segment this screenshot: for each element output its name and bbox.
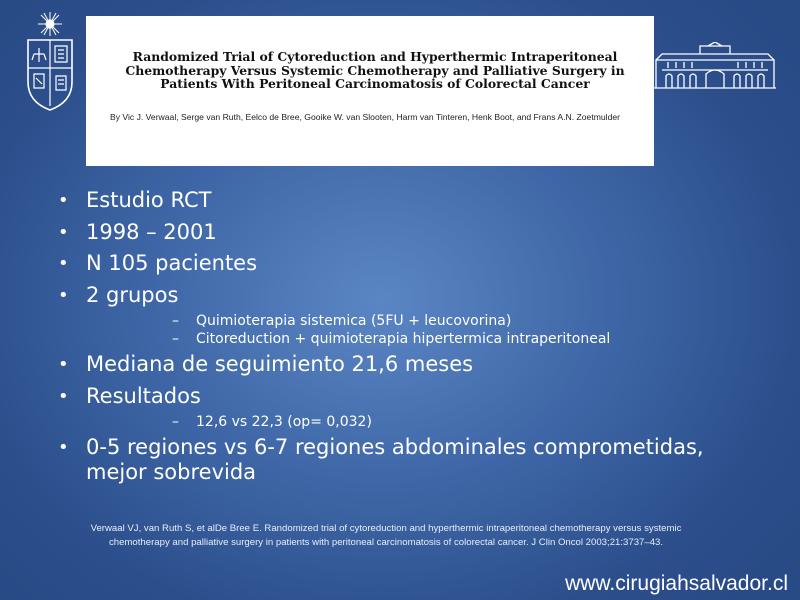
bullet-dot-icon: • [58,253,69,274]
bullet-item [56,384,756,409]
bullet-dot-icon: • [58,284,69,306]
citation-reference: Verwaal VJ, van Ruth S, et alDe Bree E. Randomized trial of cytoreduction and hyperthermic intraperitoneal chemotherapy versus systemic chemotherapy and palliative surgery in patients with peritoneal carcinomatosis of colorectal cancer. J Clin Oncol 2003;21:3737–43. [90,523,682,548]
university-crest-icon [22,10,78,114]
paper-header-image [86,16,654,166]
bullet-item [56,352,756,377]
sub-bullet-text: Citoreduction + quimioterapia hipertermica intraperitoneal [196,331,611,347]
hospital-building-icon [652,42,778,90]
bullet-item [56,435,756,485]
bullet-text: N 105 pacientes [86,251,258,275]
bullet-dot-icon: • [58,437,69,458]
website-url: www.cirugiahsalvador.cl [565,572,788,595]
bullet-dot-icon: • [58,190,69,211]
dash-icon: – [172,414,179,430]
sub-bullet-item [56,312,756,330]
paper-title: Randomized Trial of Cytoreduction and Hyperthermic Intraperitoneal Chemotherapy Versus Systemic Chemotherapy and Palliative Surgery in Patients With Peritoneal Carcinomatosis of Colorectal Cancer [125,49,625,91]
bullet-dot-icon: • [58,354,69,375]
dash-icon: – [172,331,179,347]
paper-authors: By Vic J. Verwaal, Serge van Ruth, Eelco de Bree, Gooike W. van Slooten, Harm van Tinteren, Henk Boot, and Frans A.N. Zoetmulder [110,111,620,122]
bullet-text: Resultados [86,383,201,408]
sub-bullet-item [56,413,756,431]
bullet-item [56,251,756,276]
bullet-text: Estudio RCT [86,188,212,212]
bullet-item [56,188,756,213]
bullet-list [56,188,756,492]
bullet-dot-icon: • [58,385,69,407]
bullet-item [56,283,756,308]
sub-bullet-text: Quimioterapia sistemica (5FU + leucovorina) [196,313,512,329]
bullet-text: Mediana de seguimiento 21,6 meses [86,352,474,376]
sub-bullet-text: 12,6 vs 22,3 (op= 0,032) [196,414,372,430]
dash-icon: – [172,313,179,329]
bullet-dot-icon: • [58,221,69,243]
bullet-item [56,220,756,245]
sub-bullet-item [56,330,756,348]
bullet-text: 2 grupos [86,282,179,307]
bullet-text: 0-5 regiones vs 6-7 regiones abdominales comprometidas, mejor sobrevida [86,435,704,484]
bullet-text: 1998 – 2001 [86,219,217,244]
